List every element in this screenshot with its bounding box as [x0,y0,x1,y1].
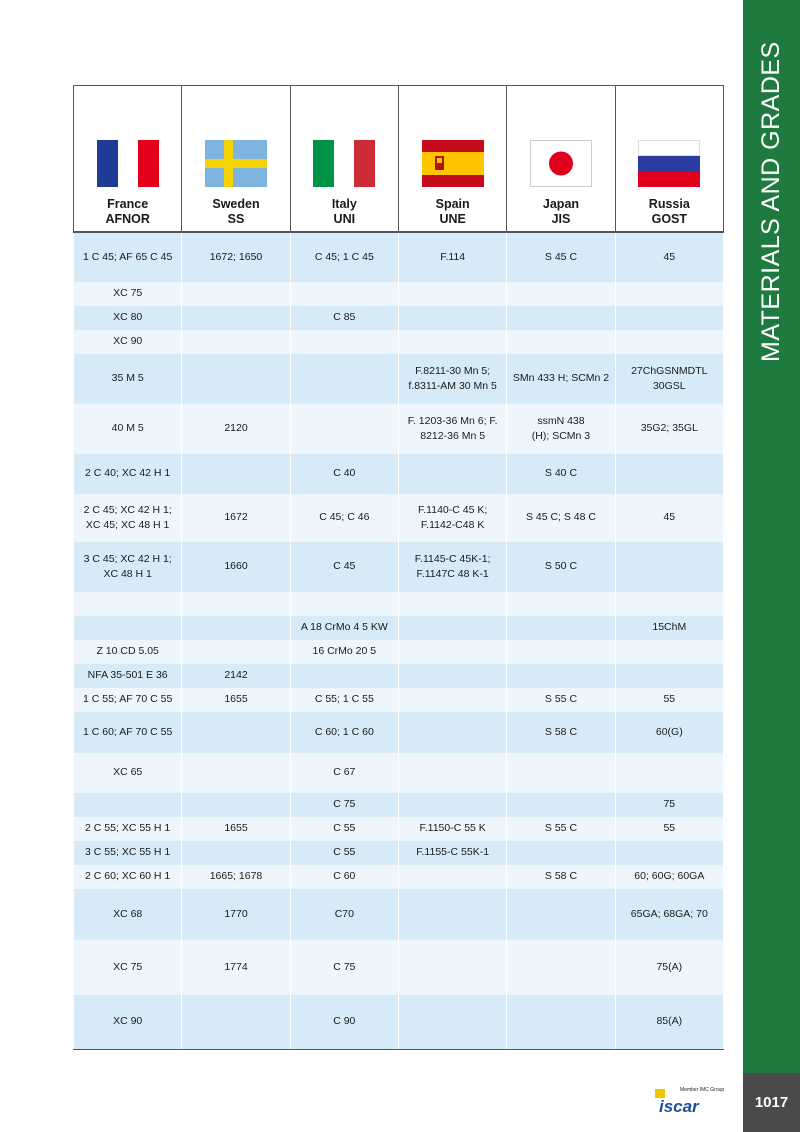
table-cell [615,306,723,330]
table-cell: 2 C 60; XC 60 H 1 [74,865,182,889]
column-header-russia [615,86,723,232]
table-cell: SMn 433 H; SCMn 2 [507,354,615,404]
table-cell [290,664,398,688]
table-cell [182,282,290,306]
table-row [74,330,724,354]
table-cell: 60(G) [615,712,723,753]
table-cell: XC 90 [74,995,182,1050]
table-cell [507,889,615,940]
table-cell: 2 C 45; XC 42 H 1; XC 45; XC 48 H 1 [74,494,182,542]
standard-name: GOST [651,211,688,226]
table-row [74,688,724,712]
table-cell: XC 75 [74,940,182,995]
table-cell: S 58 C [507,712,615,753]
table-cell: C 45; 1 C 45 [290,232,398,282]
table-cell: C 75 [290,793,398,817]
table-row [74,940,724,995]
table-cell [398,940,506,995]
table-cell [398,712,506,753]
table-cell [182,354,290,404]
column-header-sweden [182,86,290,232]
column-header-italy [290,86,398,232]
table-row [74,592,724,616]
table-cell [398,664,506,688]
table-cell: XC 75 [74,282,182,306]
standard-name: SS [227,211,245,226]
table-cell: 1672 [182,494,290,542]
table-cell: 65GA; 68GA; 70 [615,889,723,940]
table-row [74,404,724,454]
table-row [74,712,724,753]
table-row [74,232,724,282]
standard-name: UNI [333,211,356,226]
table-cell [507,940,615,995]
table-cell: 55 [615,688,723,712]
table-cell: F.114 [398,232,506,282]
table-cell: 35G2; 35GL [615,404,723,454]
table-cell: XC 68 [74,889,182,940]
section-title: MATERIALS AND GRADES [757,41,785,362]
table-cell: 60; 60G; 60GA [615,865,723,889]
table-cell: S 50 C [507,542,615,592]
table-row [74,354,724,404]
table-cell [398,616,506,640]
table-cell [398,282,506,306]
table-row [74,454,724,494]
table-cell: 1665; 1678 [182,865,290,889]
table-cell: 3 C 45; XC 42 H 1; XC 48 H 1 [74,542,182,592]
table-cell [290,404,398,454]
table-cell [290,354,398,404]
table-cell [398,889,506,940]
table-cell: S 55 C [507,817,615,841]
table-cell: 1655 [182,817,290,841]
table-cell: C 90 [290,995,398,1050]
table-cell: C 85 [290,306,398,330]
table-cell: S 55 C [507,688,615,712]
table-cell: 15ChM [615,616,723,640]
italy-flag-icon [313,140,375,187]
table-cell: 1770 [182,889,290,940]
table-cell: A 18 CrMo 4 5 KW [290,616,398,640]
table-cell [182,306,290,330]
table-cell [507,995,615,1050]
table-cell: C 55 [290,841,398,865]
table-row [74,306,724,330]
table-cell: 1 C 45; AF 65 C 45 [74,232,182,282]
table-cell [74,793,182,817]
table-cell: 3 C 55; XC 55 H 1 [74,841,182,865]
table-cell [398,793,506,817]
table-cell [182,330,290,354]
table-cell: 1672; 1650 [182,232,290,282]
table-row [74,640,724,664]
table-cell: C 40 [290,454,398,494]
table-cell [507,640,615,664]
table-row [74,841,724,865]
table-cell [615,282,723,306]
table-row [74,865,724,889]
table-cell: C 55 [290,817,398,841]
standard-name: AFNOR [105,211,150,226]
table-cell [74,616,182,640]
japan-flag-icon [530,140,592,187]
table-cell: XC 90 [74,330,182,354]
table-cell: Z 10 CD 5.05 [74,640,182,664]
table-cell: XC 65 [74,753,182,793]
table-row [74,494,724,542]
table-cell: C 45 [290,542,398,592]
table-row [74,282,724,306]
table-cell [182,712,290,753]
table-cell [615,330,723,354]
table-cell [290,282,398,306]
table-cell [398,592,506,616]
table-row [74,616,724,640]
table-row [74,664,724,688]
table-cell: C 60; 1 C 60 [290,712,398,753]
table-cell: 45 [615,494,723,542]
table-cell: F.1150-C 55 K [398,817,506,841]
grades-table [73,85,724,1050]
table-cell [398,454,506,494]
table-cell [615,753,723,793]
country-name: Italy [331,196,357,211]
table-cell: 1660 [182,542,290,592]
table-cell: F.8211-30 Mn 5; f.8311-AM 30 Mn 5 [398,354,506,404]
table-cell [615,841,723,865]
table-cell: 75(A) [615,940,723,995]
table-cell: XC 80 [74,306,182,330]
table-cell [182,995,290,1050]
table-cell [290,330,398,354]
column-header-spain [398,86,506,232]
country-name: Japan [542,196,580,211]
table-cell [182,454,290,494]
table-cell: C70 [290,889,398,940]
table-cell: C 60 [290,865,398,889]
table-cell: 40 M 5 [74,404,182,454]
table-cell [507,306,615,330]
table-cell: 2 C 40; XC 42 H 1 [74,454,182,494]
table-row [74,753,724,793]
table-row [74,889,724,940]
france-flag-icon [97,140,159,187]
table-cell [507,616,615,640]
table-cell [615,542,723,592]
table-cell: NFA 35-501 E 36 [74,664,182,688]
table-cell [615,592,723,616]
table-cell: 2 C 55; XC 55 H 1 [74,817,182,841]
table-cell: 2120 [182,404,290,454]
column-header-france [74,86,182,232]
table-cell: C 75 [290,940,398,995]
table-cell [507,282,615,306]
table-cell: C 67 [290,753,398,793]
table-cell [398,995,506,1050]
country-name: France [107,196,149,211]
table-cell [398,865,506,889]
table-cell: 85(A) [615,995,723,1050]
country-name: Spain [435,196,470,211]
table-row [74,542,724,592]
column-header-japan [507,86,615,232]
standard-name: JIS [551,211,571,226]
table-cell [615,664,723,688]
table-cell: 55 [615,817,723,841]
table-cell [615,454,723,494]
table-cell: 1655 [182,688,290,712]
table-cell [507,664,615,688]
table-cell [615,640,723,664]
logo-member-text: Member IMC Group [680,1087,725,1093]
table-cell [182,841,290,865]
table-cell: C 45; C 46 [290,494,398,542]
table-cell: 75 [615,793,723,817]
table-cell: S 40 C [507,454,615,494]
table-cell: S 45 C [507,232,615,282]
table-cell: ssmN 438 (H); SCMn 3 [507,404,615,454]
table-row [74,995,724,1050]
table-cell [182,753,290,793]
table-cell [398,330,506,354]
table-cell [182,793,290,817]
table-cell: S 45 C; S 48 C [507,494,615,542]
country-name: Russia [648,196,690,211]
table-cell: F.1155-C 55K-1 [398,841,506,865]
table-cell: 1774 [182,940,290,995]
russia-flag-icon [638,140,700,187]
brand-text: iscar [659,1097,699,1116]
page-number: 1017 [743,1073,800,1132]
table-cell: 16 CrMo 20 5 [290,640,398,664]
table-cell [398,688,506,712]
table-cell [507,753,615,793]
table-cell [74,592,182,616]
table-cell: 45 [615,232,723,282]
table-cell: F.1145-C 45K-1; F.1147C 48 K-1 [398,542,506,592]
table-cell [398,753,506,793]
table-cell: 1 C 55; AF 70 C 55 [74,688,182,712]
table-cell [507,330,615,354]
table-cell [507,841,615,865]
table-row [74,793,724,817]
table-cell [182,640,290,664]
standard-name: UNE [439,211,466,226]
header-row [74,86,724,232]
table-cell: F. 1203-36 Mn 6; F. 8212-36 Mn 5 [398,404,506,454]
table-cell [398,306,506,330]
table-cell [507,592,615,616]
table-cell: F.1140-C 45 K; F.1142-C48 K [398,494,506,542]
table-cell [507,793,615,817]
table-cell: 1 C 60; AF 70 C 55 [74,712,182,753]
sweden-flag-icon [205,140,267,187]
table-cell: S 58 C [507,865,615,889]
spain-flag-icon [422,140,484,187]
table-cell: 35 M 5 [74,354,182,404]
table-cell: 2142 [182,664,290,688]
table-cell: C 55; 1 C 55 [290,688,398,712]
table-cell [182,616,290,640]
table-cell: 27ChGSNMDTL 30GSL [615,354,723,404]
table-cell [182,592,290,616]
table-cell [398,640,506,664]
table-row [74,817,724,841]
table-cell [290,592,398,616]
country-name: Sweden [212,196,260,211]
